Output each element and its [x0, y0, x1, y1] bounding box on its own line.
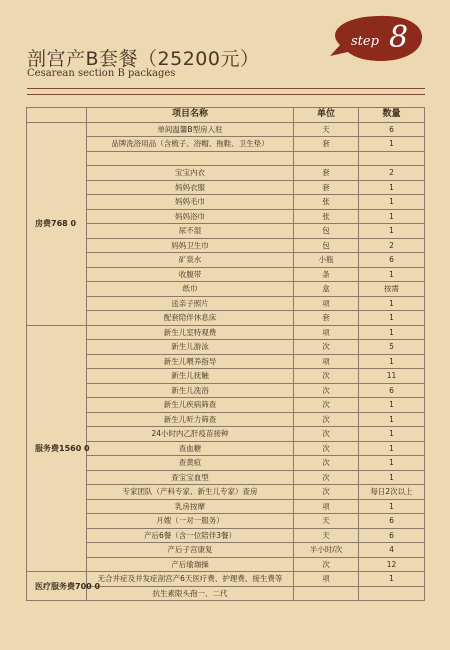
table-row [27, 180, 425, 195]
table-row [27, 166, 425, 181]
item-name-cell: 单间温馨B型房入驻 [87, 122, 294, 137]
quantity-cell: 1 [359, 209, 425, 224]
item-name-cell: 矿泉水 [87, 253, 294, 268]
table-row [27, 253, 425, 268]
item-name-cell: 查黄疸 [87, 456, 294, 471]
quantity-cell: 1 [359, 427, 425, 442]
table-row [27, 427, 425, 442]
item-name-cell: 妈妈浴巾 [87, 209, 294, 224]
quantity-cell [359, 586, 425, 601]
table-row [27, 456, 425, 471]
item-name-cell: 妈妈卫生巾 [87, 238, 294, 253]
step-label: step [351, 34, 379, 49]
unit-cell: 次 [294, 427, 359, 442]
unit-cell [294, 151, 359, 166]
table-row [27, 296, 425, 311]
quantity-cell: 2 [359, 238, 425, 253]
quantity-cell: 12 [359, 557, 425, 572]
table-row [27, 369, 425, 384]
item-name-cell: 抗生素限头孢一、二代 [87, 586, 294, 601]
quantity-cell: 1 [359, 412, 425, 427]
unit-cell: 包 [294, 238, 359, 253]
table-row [27, 470, 425, 485]
item-name-cell: 配套陪伴休息床 [87, 311, 294, 326]
item-name-cell [87, 151, 294, 166]
step-badge [329, 14, 425, 64]
item-name-cell: 妈妈衣服 [87, 180, 294, 195]
quantity-cell: 1 [359, 296, 425, 311]
item-name-cell: 新生儿抚触 [87, 369, 294, 384]
step-number: 8 [389, 20, 409, 55]
quantity-cell: 1 [359, 267, 425, 282]
quantity-cell: 5 [359, 340, 425, 355]
unit-cell: 次 [294, 485, 359, 500]
quantity-cell: 11 [359, 369, 425, 384]
table-row [27, 514, 425, 529]
quantity-cell: 1 [359, 224, 425, 239]
unit-cell: 套 [294, 166, 359, 181]
quantity-cell: 6 [359, 383, 425, 398]
unit-cell: 条 [294, 267, 359, 282]
unit-cell: 张 [294, 209, 359, 224]
item-name-cell: 无合并症及并发症剖宫产6天医疗费、护理费、接生费等 [87, 572, 294, 587]
unit-cell: 套 [294, 180, 359, 195]
unit-cell: 天 [294, 514, 359, 529]
table-row [27, 528, 425, 543]
quantity-cell: 6 [359, 122, 425, 137]
unit-cell: 盒 [294, 282, 359, 297]
table-row [27, 151, 425, 166]
unit-cell: 包 [294, 224, 359, 239]
table-row [27, 238, 425, 253]
fee-category-label: 房费768 0 [27, 122, 87, 325]
table-row [27, 325, 425, 340]
package-table [26, 107, 425, 601]
column-header-item: 项目名称 [87, 108, 294, 123]
unit-cell: 套 [294, 137, 359, 152]
page-subtitle: Cesarean section B packages [27, 68, 176, 79]
table-row [27, 137, 425, 152]
unit-cell: 次 [294, 398, 359, 413]
quantity-cell: 1 [359, 325, 425, 340]
table-row [27, 311, 425, 326]
item-name-cell: 收腹带 [87, 267, 294, 282]
item-name-cell: 产后6餐（含一位陪伴3餐） [87, 528, 294, 543]
item-name-cell: 24小时内乙肝疫苗接种 [87, 427, 294, 442]
column-header-unit: 单位 [294, 108, 359, 123]
quantity-cell: 1 [359, 137, 425, 152]
table-row [27, 398, 425, 413]
table-row [27, 383, 425, 398]
quantity-cell: 每日2次以上 [359, 485, 425, 500]
item-name-cell: 查血糖 [87, 441, 294, 456]
quantity-cell: 1 [359, 180, 425, 195]
table-row [27, 572, 425, 587]
item-name-cell: 妈妈毛巾 [87, 195, 294, 210]
item-name-cell: 新生儿游泳 [87, 340, 294, 355]
table-header-row [27, 108, 425, 123]
unit-cell [294, 586, 359, 601]
unit-cell: 项 [294, 354, 359, 369]
item-name-cell: 宝宝内衣 [87, 166, 294, 181]
unit-cell: 项 [294, 296, 359, 311]
quantity-cell: 1 [359, 311, 425, 326]
unit-cell: 项 [294, 499, 359, 514]
unit-cell: 张 [294, 195, 359, 210]
divider-line [27, 88, 425, 89]
quantity-cell: 1 [359, 456, 425, 471]
table-row [27, 195, 425, 210]
item-name-cell: 尿不湿 [87, 224, 294, 239]
item-name-cell: 乳房按摩 [87, 499, 294, 514]
item-name-cell: 产后子宫康复 [87, 543, 294, 558]
quantity-cell: 4 [359, 543, 425, 558]
item-name-cell: 查宝宝血型 [87, 470, 294, 485]
item-name-cell: 纸巾 [87, 282, 294, 297]
unit-cell: 次 [294, 340, 359, 355]
unit-cell: 次 [294, 470, 359, 485]
page-title: 剖宫产B套餐（25200元） [27, 48, 260, 70]
unit-cell: 天 [294, 528, 359, 543]
unit-cell: 小瓶 [294, 253, 359, 268]
table-row [27, 209, 425, 224]
item-name-cell: 新生儿喂养指导 [87, 354, 294, 369]
item-name-cell: 专家团队（产科专家、新生儿专家）查房 [87, 485, 294, 500]
quantity-cell: 1 [359, 354, 425, 369]
quantity-cell: 6 [359, 253, 425, 268]
unit-cell: 项 [294, 572, 359, 587]
item-name-cell: 新生儿听力筛查 [87, 412, 294, 427]
quantity-cell: 2 [359, 166, 425, 181]
unit-cell: 次 [294, 383, 359, 398]
item-name-cell: 新生儿洗浴 [87, 383, 294, 398]
quantity-cell: 1 [359, 499, 425, 514]
table-row [27, 224, 425, 239]
table-row [27, 354, 425, 369]
quantity-cell: 按需 [359, 282, 425, 297]
item-name-cell: 新生儿室特观费 [87, 325, 294, 340]
table-row [27, 282, 425, 297]
unit-cell: 次 [294, 456, 359, 471]
unit-cell: 次 [294, 412, 359, 427]
unit-cell: 次 [294, 441, 359, 456]
unit-cell: 项 [294, 325, 359, 340]
quantity-cell: 1 [359, 195, 425, 210]
quantity-cell: 6 [359, 528, 425, 543]
item-name-cell: 新生儿疾病筛查 [87, 398, 294, 413]
quantity-cell: 6 [359, 514, 425, 529]
quantity-cell [359, 151, 425, 166]
table-row [27, 485, 425, 500]
item-name-cell: 送亲子照片 [87, 296, 294, 311]
unit-cell: 天 [294, 122, 359, 137]
unit-cell: 次 [294, 557, 359, 572]
table-row [27, 499, 425, 514]
table-row [27, 122, 425, 137]
table-row [27, 267, 425, 282]
fee-category-label: 医疗服务费700 0 [27, 572, 87, 601]
unit-cell: 套 [294, 311, 359, 326]
column-header-quantity: 数量 [359, 108, 425, 123]
divider-line [27, 94, 425, 95]
fee-category-label: 服务费1560 0 [27, 325, 87, 572]
quantity-cell: 1 [359, 470, 425, 485]
table-row [27, 412, 425, 427]
item-name-cell: 产后瑜珈操 [87, 557, 294, 572]
unit-cell: 次 [294, 369, 359, 384]
table-row [27, 557, 425, 572]
item-name-cell: 品牌洗浴用品（含梳子、浴帽、拖鞋、卫生垫） [87, 137, 294, 152]
quantity-cell: 1 [359, 572, 425, 587]
table-row [27, 340, 425, 355]
column-header-category [27, 108, 87, 123]
unit-cell: 半小时/次 [294, 543, 359, 558]
quantity-cell: 1 [359, 398, 425, 413]
quantity-cell: 1 [359, 441, 425, 456]
item-name-cell: 月嫂（一对一服务） [87, 514, 294, 529]
table-row [27, 543, 425, 558]
